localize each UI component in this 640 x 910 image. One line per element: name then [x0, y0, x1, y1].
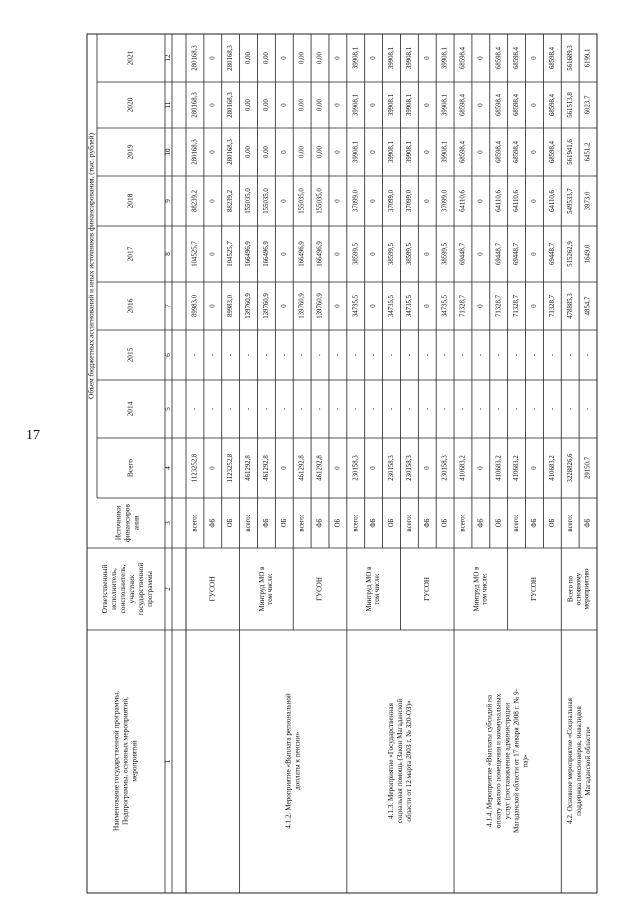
- value-cell: 39908,1: [441, 140, 449, 164]
- value-cell: 38599,5: [352, 242, 360, 266]
- value-cell: 4854,7: [584, 296, 592, 316]
- source-cell: всего:: [513, 514, 521, 532]
- value-cell: 104525,7: [191, 241, 199, 267]
- header-group-title: Объем бюджетных ассигнований и иных источников финансирования, (тыс. рублей): [86, 132, 96, 400]
- source-cell: ФБ: [316, 518, 324, 528]
- value-cell: 166496,9: [245, 241, 253, 267]
- value-cell: 0: [370, 103, 378, 107]
- value-cell: 6023,7: [584, 95, 592, 115]
- value-cell: 549533,7: [566, 188, 574, 214]
- value-cell: -: [584, 407, 592, 411]
- page-number: 17: [26, 428, 40, 443]
- value-cell: 139760,9: [316, 293, 324, 319]
- value-cell: 39908,1: [388, 140, 396, 164]
- header-name: Подпрограммы, основных мероприятий,: [120, 696, 130, 826]
- value-cell: -: [370, 353, 378, 357]
- value-cell: 0: [209, 56, 217, 60]
- value-cell: 0,00: [245, 52, 253, 64]
- value-cell: 166496,9: [316, 241, 324, 267]
- header-year: 2018: [125, 193, 135, 209]
- value-cell: 0: [531, 466, 539, 470]
- source-cell: ОБ: [227, 518, 235, 528]
- value-cell: 3228826,6: [566, 453, 574, 483]
- value-cell: 68598,4: [548, 93, 556, 117]
- value-cell: -: [405, 407, 413, 411]
- executor-cell: Всего по: [566, 575, 575, 603]
- value-cell: -: [334, 407, 342, 411]
- value-cell: 39908,1: [352, 46, 360, 70]
- source-cell: всего:: [352, 514, 360, 532]
- value-cell: 39908,1: [388, 93, 396, 117]
- header-year: 2015: [125, 347, 135, 363]
- value-cell: -: [316, 407, 324, 411]
- header-year: 2020: [125, 97, 135, 113]
- value-cell: 0: [280, 304, 288, 308]
- source-cell: ОБ: [388, 518, 396, 528]
- value-cell: 0,00: [262, 99, 270, 111]
- value-cell: -: [316, 353, 324, 357]
- value-cell: 69448,7: [495, 242, 503, 266]
- value-cell: 39908,1: [352, 93, 360, 117]
- value-cell: -: [352, 353, 360, 357]
- value-cell: 0: [370, 199, 378, 203]
- value-cell: 0,00: [245, 146, 253, 158]
- executor-cell: том числе:: [373, 573, 382, 605]
- header-col-number: 8: [164, 252, 173, 256]
- source-cell: всего:: [298, 514, 306, 532]
- value-cell: 64110,6: [495, 190, 503, 212]
- value-cell: 0: [209, 199, 217, 203]
- value-cell: 68598,4: [459, 93, 467, 117]
- value-cell: 68598,4: [513, 46, 521, 70]
- value-cell: -: [191, 407, 199, 411]
- header-year: 2021: [125, 50, 135, 66]
- value-cell: 0: [423, 466, 431, 470]
- value-cell: -: [209, 353, 217, 357]
- value-cell: 166496,9: [298, 241, 306, 267]
- source-cell: ФБ: [584, 518, 592, 528]
- value-cell: -: [531, 407, 539, 411]
- value-cell: 64110,6: [548, 190, 556, 212]
- value-cell: -: [245, 407, 253, 411]
- value-cell: 0,00: [262, 52, 270, 64]
- program-name-cell: 4.2. Основное мероприятие «Социальная: [565, 698, 574, 824]
- program-name-cell: 4.1.4. Мероприятие «Выплаты субсидий на: [485, 694, 494, 828]
- value-cell: -: [566, 353, 574, 357]
- value-cell: 0: [370, 466, 378, 470]
- source-cell: всего:: [245, 514, 253, 532]
- executor-cell: ГУСОН: [422, 577, 431, 601]
- program-name-cell: 4.1.2. Мероприятие «Выплата региональной: [284, 693, 293, 829]
- value-cell: 461292,8: [316, 455, 324, 481]
- source-cell: ФБ: [477, 518, 485, 528]
- value-cell: 68598,4: [459, 140, 467, 164]
- header-year: 2014: [125, 401, 135, 417]
- value-cell: -: [262, 407, 270, 411]
- value-cell: 461292,8: [262, 455, 270, 481]
- value-cell: -: [441, 353, 449, 357]
- value-cell: 68598,4: [495, 93, 503, 117]
- value-cell: 37099,0: [352, 189, 360, 213]
- value-cell: -: [370, 407, 378, 411]
- program-name-cell: 4.1.3. Мероприятие «Государственная: [387, 703, 396, 819]
- value-cell: 71328,7: [459, 294, 467, 318]
- value-cell: -: [495, 407, 503, 411]
- program-name-cell: доплаты к пенсии»: [293, 731, 302, 791]
- value-cell: 0: [531, 150, 539, 154]
- value-cell: 0: [423, 150, 431, 154]
- header-executor: участник: [127, 574, 137, 604]
- value-cell: 515262,9: [566, 241, 574, 267]
- header-name: мероприятий: [129, 740, 139, 782]
- executor-cell: том числе:: [266, 573, 275, 605]
- value-cell: 37099,0: [441, 189, 449, 213]
- value-cell: 29150,7: [584, 456, 592, 480]
- value-cell: -: [280, 407, 288, 411]
- value-cell: 0: [370, 252, 378, 256]
- value-cell: 478885,3: [566, 293, 574, 319]
- source-cell: ОБ: [334, 518, 342, 528]
- value-cell: -: [423, 353, 431, 357]
- value-cell: 39908,1: [388, 46, 396, 70]
- value-cell: 1123252,8: [227, 453, 235, 483]
- value-cell: 0: [280, 199, 288, 203]
- value-cell: -: [227, 407, 235, 411]
- value-cell: 0: [423, 252, 431, 256]
- program-name-cell: области от 12 марта 2003 г. № 320-ОЗ)»: [405, 700, 414, 822]
- source-cell: ОБ: [548, 518, 556, 528]
- value-cell: 155035,0: [262, 188, 270, 214]
- value-cell: -: [352, 407, 360, 411]
- value-cell: -: [405, 353, 413, 357]
- header-source: ания: [131, 515, 141, 531]
- value-cell: -: [566, 407, 574, 411]
- value-cell: 230158,3: [441, 455, 449, 481]
- value-cell: 0: [477, 304, 485, 308]
- source-cell: всего:: [459, 514, 467, 532]
- source-cell: ОБ: [495, 518, 503, 528]
- value-cell: -: [388, 353, 396, 357]
- value-cell: -: [298, 353, 306, 357]
- value-cell: 34735,5: [405, 294, 413, 318]
- executor-cell: ГУСОН: [315, 577, 324, 601]
- value-cell: 88239,2: [191, 189, 199, 213]
- value-cell: -: [548, 353, 556, 357]
- value-cell: 0,00: [298, 99, 306, 111]
- value-cell: -: [584, 353, 592, 357]
- source-cell: ФБ: [531, 518, 539, 528]
- value-cell: 0: [477, 150, 485, 154]
- value-cell: 0: [531, 103, 539, 107]
- value-cell: 34735,5: [441, 294, 449, 318]
- value-cell: 0,00: [298, 52, 306, 64]
- header-col-number: 9: [164, 199, 173, 203]
- value-cell: 69448,7: [513, 242, 521, 266]
- value-cell: 0,00: [262, 146, 270, 158]
- value-cell: -: [191, 353, 199, 357]
- executor-cell: том числе:: [480, 573, 489, 605]
- header-year: 2016: [125, 298, 135, 314]
- value-cell: -: [388, 407, 396, 411]
- header-year: 2019: [125, 144, 135, 160]
- executor-cell: Минтруд МО в: [258, 566, 267, 612]
- value-cell: 0,00: [316, 146, 324, 158]
- value-cell: 0: [334, 466, 342, 470]
- value-cell: -: [513, 407, 521, 411]
- program-name-cell: Магаданской области»: [583, 726, 592, 796]
- value-cell: 69448,7: [548, 242, 556, 266]
- value-cell: 0: [423, 304, 431, 308]
- value-cell: 280168,3: [191, 45, 199, 71]
- value-cell: 104525,7: [227, 241, 235, 267]
- program-name-cell: па)»: [521, 754, 530, 768]
- value-cell: 68598,4: [495, 140, 503, 164]
- value-cell: -: [495, 353, 503, 357]
- value-cell: 39908,1: [405, 46, 413, 70]
- value-cell: 0,00: [245, 99, 253, 111]
- value-cell: 38599,5: [405, 242, 413, 266]
- header-executor: программы: [145, 571, 155, 607]
- executor-cell: ГУСОН: [530, 577, 539, 601]
- value-cell: 0,00: [316, 52, 324, 64]
- executor-cell: мероприятию: [582, 568, 591, 610]
- value-cell: 0: [370, 150, 378, 154]
- value-cell: 0: [280, 150, 288, 154]
- value-cell: 68598,4: [548, 46, 556, 70]
- value-cell: -: [280, 353, 288, 357]
- value-cell: 68598,4: [495, 46, 503, 70]
- value-cell: 0: [280, 466, 288, 470]
- value-cell: 0: [477, 199, 485, 203]
- value-cell: 0: [334, 56, 342, 60]
- program-name-cell: оплату жилого помещения и коммунальных: [494, 693, 503, 829]
- header-col-number: 6: [164, 353, 173, 357]
- executor-cell: Минтруд МО в: [365, 566, 374, 612]
- value-cell: 71328,7: [495, 294, 503, 318]
- value-cell: 280168,3: [191, 92, 199, 118]
- value-cell: 461292,8: [245, 455, 253, 481]
- value-cell: 561513,8: [566, 92, 574, 118]
- value-cell: 0: [423, 103, 431, 107]
- source-cell: ФБ: [423, 518, 431, 528]
- value-cell: 561941,6: [566, 139, 574, 165]
- source-cell: всего:: [566, 514, 574, 532]
- value-cell: 230158,3: [352, 455, 360, 481]
- value-cell: -: [548, 407, 556, 411]
- value-cell: 0: [209, 150, 217, 154]
- header-executor: соисполнитель,: [118, 564, 128, 614]
- value-cell: 39908,1: [441, 93, 449, 117]
- value-cell: 69448,7: [459, 242, 467, 266]
- source-cell: всего:: [191, 514, 199, 532]
- value-cell: 1123252,8: [191, 453, 199, 483]
- executor-cell: Минтруд МО в: [472, 566, 481, 612]
- value-cell: 0: [209, 103, 217, 107]
- source-cell: ФБ: [209, 518, 217, 528]
- value-cell: 561689,3: [566, 45, 574, 71]
- value-cell: 0: [280, 252, 288, 256]
- value-cell: -: [531, 353, 539, 357]
- value-cell: 0: [531, 252, 539, 256]
- value-cell: 0: [209, 466, 217, 470]
- value-cell: 0,00: [316, 99, 324, 111]
- value-cell: 0: [280, 56, 288, 60]
- program-name-cell: Магаданской области от 17 января 2008 г. № 9-: [512, 688, 521, 834]
- value-cell: 34735,5: [388, 294, 396, 318]
- value-cell: -: [477, 353, 485, 357]
- value-cell: 6451,2: [584, 142, 592, 162]
- value-cell: 280168,3: [191, 139, 199, 165]
- value-cell: -: [262, 353, 270, 357]
- source-cell: ОБ: [441, 518, 449, 528]
- value-cell: 461292,8: [298, 455, 306, 481]
- header-year: 2017: [125, 246, 135, 262]
- value-cell: 0: [334, 103, 342, 107]
- header-source: Источники: [113, 505, 123, 541]
- value-cell: 0: [423, 199, 431, 203]
- value-cell: 1649,0: [584, 244, 592, 264]
- value-cell: 38599,5: [441, 242, 449, 266]
- value-cell: 139760,9: [245, 293, 253, 319]
- header-col-number: 4: [164, 466, 173, 470]
- value-cell: 89983,0: [227, 294, 235, 318]
- value-cell: 280168,3: [227, 92, 235, 118]
- value-cell: 0: [477, 103, 485, 107]
- value-cell: 3973,0: [584, 191, 592, 211]
- header-col-number: 7: [164, 304, 173, 308]
- value-cell: 68598,4: [548, 140, 556, 164]
- header-executor: исполнитель,: [109, 568, 119, 610]
- value-cell: 38599,5: [388, 242, 396, 266]
- value-cell: 0: [477, 466, 485, 470]
- value-cell: 89983,0: [191, 294, 199, 318]
- value-cell: -: [227, 353, 235, 357]
- value-cell: 0: [531, 199, 539, 203]
- value-cell: 0: [334, 199, 342, 203]
- value-cell: 166496,9: [262, 241, 270, 267]
- value-cell: 64110,6: [459, 190, 467, 212]
- value-cell: 155035,0: [245, 188, 253, 214]
- value-cell: 0: [531, 56, 539, 60]
- executor-cell: основному: [574, 572, 583, 606]
- value-cell: 230158,3: [388, 455, 396, 481]
- value-cell: 280168,3: [227, 45, 235, 71]
- value-cell: 0: [477, 252, 485, 256]
- value-cell: 155035,0: [316, 188, 324, 214]
- value-cell: 410683,2: [548, 455, 556, 481]
- value-cell: 155035,0: [298, 188, 306, 214]
- value-cell: 37099,0: [405, 189, 413, 213]
- value-cell: -: [459, 353, 467, 357]
- header-col-number: 12: [164, 54, 173, 62]
- header-year: Всего: [125, 458, 135, 478]
- value-cell: 6199,1: [584, 48, 592, 68]
- value-cell: -: [209, 407, 217, 411]
- value-cell: -: [298, 407, 306, 411]
- value-cell: 139760,9: [298, 293, 306, 319]
- value-cell: 68598,4: [513, 140, 521, 164]
- program-name-cell: социальная помощь (Закон Магаданской: [396, 698, 405, 824]
- value-cell: 410683,2: [459, 455, 467, 481]
- value-cell: 0: [280, 103, 288, 107]
- program-name-cell: поддержка пенсионеров, инвалидов: [574, 706, 583, 816]
- value-cell: 71328,7: [513, 294, 521, 318]
- value-cell: 0,00: [298, 146, 306, 158]
- header-col-number: 1: [164, 759, 173, 764]
- header-col-number: 3: [164, 521, 173, 525]
- header-col-number: 5: [164, 407, 173, 411]
- value-cell: 0: [423, 56, 431, 60]
- value-cell: -: [245, 353, 253, 357]
- value-cell: 0: [531, 304, 539, 308]
- value-cell: -: [459, 407, 467, 411]
- value-cell: 39908,1: [405, 140, 413, 164]
- header-col-number: 2: [164, 587, 173, 591]
- header-source: финансиров: [122, 503, 132, 543]
- program-name-cell: услуг (постановление администрации: [503, 702, 512, 820]
- value-cell: 0: [334, 304, 342, 308]
- value-cell: 71328,7: [548, 294, 556, 318]
- header-name: Наименование государственной программы,: [111, 691, 121, 831]
- value-cell: 0: [477, 56, 485, 60]
- value-cell: 88239,2: [227, 189, 235, 213]
- executor-cell: ГУСОН: [207, 576, 217, 602]
- value-cell: 68598,4: [459, 46, 467, 70]
- header-col-number: 11: [164, 101, 173, 109]
- value-cell: 410683,2: [513, 455, 521, 481]
- value-cell: -: [513, 353, 521, 357]
- value-cell: 37099,0: [388, 189, 396, 213]
- value-cell: -: [334, 353, 342, 357]
- source-cell: ФБ: [370, 518, 378, 528]
- value-cell: 0: [370, 304, 378, 308]
- value-cell: 39908,1: [352, 140, 360, 164]
- source-cell: ОБ: [280, 518, 288, 528]
- source-cell: всего:: [405, 514, 413, 532]
- value-cell: 39908,1: [405, 93, 413, 117]
- header-col-number: 10: [164, 148, 173, 156]
- value-cell: 64110,6: [513, 190, 521, 212]
- value-cell: -: [441, 407, 449, 411]
- value-cell: 280168,3: [227, 139, 235, 165]
- header-executor: Ответственный: [100, 564, 110, 614]
- value-cell: -: [423, 407, 431, 411]
- value-cell: 0: [334, 252, 342, 256]
- value-cell: 0: [334, 150, 342, 154]
- value-cell: 0: [209, 252, 217, 256]
- value-cell: 230158,3: [405, 455, 413, 481]
- value-cell: 139760,9: [262, 293, 270, 319]
- value-cell: 68598,4: [513, 93, 521, 117]
- source-cell: ФБ: [262, 518, 270, 528]
- value-cell: 0: [370, 56, 378, 60]
- value-cell: 34735,5: [352, 294, 360, 318]
- value-cell: -: [477, 407, 485, 411]
- value-cell: 39908,1: [441, 46, 449, 70]
- header-executor: государственной: [136, 562, 146, 616]
- value-cell: 0: [209, 304, 217, 308]
- value-cell: 410683,2: [495, 455, 503, 481]
